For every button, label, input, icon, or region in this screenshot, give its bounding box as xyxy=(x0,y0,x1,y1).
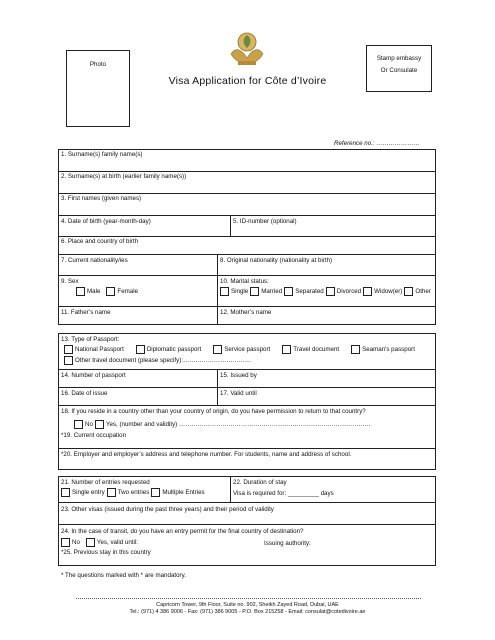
multiple-entries-option[interactable]: Multiple Entries xyxy=(151,488,204,497)
field-13-passport-type: 13. Type of Passport: xyxy=(61,336,120,343)
seamans-passport-checkbox[interactable] xyxy=(351,345,360,354)
passport-diplomatic-option[interactable]: Diplomatic passport xyxy=(136,345,201,354)
national-passport-checkbox[interactable] xyxy=(64,345,73,354)
field-18-options xyxy=(74,420,371,429)
female-checkbox[interactable] xyxy=(106,287,115,296)
service-passport-checkbox[interactable] xyxy=(213,345,222,354)
field-23-other-visas[interactable]: 23. Other visas (issued during the past three years) and their period of validity xyxy=(61,506,274,513)
field-18-yes-checkbox[interactable] xyxy=(95,420,104,429)
other-checkbox[interactable] xyxy=(404,287,413,296)
field-9-sex: 9. Sex xyxy=(61,278,79,285)
field-18-no-option[interactable]: No xyxy=(74,420,93,429)
field-15-issued-by[interactable]: 15. Issued by xyxy=(220,372,257,379)
page-title: Visa Application for Côte d’Ivoire xyxy=(168,75,327,87)
diplomatic-passport-checkbox[interactable] xyxy=(136,345,145,354)
passport-type-options xyxy=(64,345,415,354)
passport-service-option[interactable]: Service passport xyxy=(213,345,270,354)
marital-status-options xyxy=(220,287,431,296)
field-19-current-occupation[interactable]: *19. Current occupation xyxy=(61,432,127,439)
marital-other-option[interactable]: Other xyxy=(404,287,430,296)
sex-male-option[interactable]: Male xyxy=(76,287,100,296)
field-12-mothers-name[interactable]: 12. Mother’s name xyxy=(220,309,272,316)
field-25-previous-stay[interactable]: *25. Previous stay in this country xyxy=(61,549,151,556)
field-22-duration: 22. Duration of stay xyxy=(233,479,287,486)
field-2-surname-at-birth[interactable]: 2. Surname(s) at birth (earlier family name(s)) xyxy=(61,173,187,180)
single-checkbox[interactable] xyxy=(220,287,229,296)
two-entries-option[interactable]: Two entries xyxy=(107,488,150,497)
field-24-yes-option[interactable]: Yes, valid until: xyxy=(86,538,138,547)
field-11-fathers-name[interactable]: 11. Father’s name xyxy=(61,309,111,316)
footer-divider xyxy=(76,598,421,599)
coat-of-arms-emblem xyxy=(226,28,268,70)
field-4-date-of-birth[interactable]: 4. Date of birth (year-month-day) xyxy=(61,218,151,225)
stamp-box xyxy=(366,45,432,92)
field-5-id-number[interactable]: 5. ID-number (optional) xyxy=(233,218,297,225)
field-24-transit: 24. In the case of transit, do you have an entry permit for the final country of destination? xyxy=(61,528,304,535)
field-10-marital-status: 10. Marital status: xyxy=(220,278,269,285)
field-24-no-checkbox[interactable] xyxy=(61,538,70,547)
footer-address: Capricorn Tower, 9th Floor, Suite no. 902, Sheikh Zayed Road, Dubai, UAE xyxy=(156,602,339,608)
field-14-passport-number[interactable]: 14. Number of passport xyxy=(61,372,126,379)
field-16-date-of-issue[interactable]: 16. Date of issue xyxy=(61,390,108,397)
divorced-checkbox[interactable] xyxy=(326,287,335,296)
marital-separated-option[interactable]: Separated xyxy=(284,287,324,296)
field-24-options xyxy=(61,538,138,547)
travel-document-checkbox[interactable] xyxy=(282,345,291,354)
passport-travel-option[interactable]: Travel document xyxy=(282,345,339,354)
single-entry-option[interactable]: Single entry xyxy=(61,488,105,497)
passport-seaman-option[interactable]: Seaman's passport xyxy=(351,345,415,354)
widow-checkbox[interactable] xyxy=(363,287,372,296)
multiple-entries-checkbox[interactable] xyxy=(151,488,160,497)
photo-box xyxy=(66,50,130,127)
field-22-days-input[interactable]: Visa is required for: _________ days xyxy=(233,490,334,497)
marital-single-option[interactable]: Single xyxy=(220,287,248,296)
married-checkbox[interactable] xyxy=(250,287,259,296)
stamp-label-line2: Or Consulate xyxy=(380,67,418,74)
mandatory-note: * The questions marked with * are mandatory. xyxy=(61,572,186,579)
field-21-entries: 21. Number of entries requested xyxy=(61,479,150,486)
field-24-issuing-authority[interactable]: Issuing authority: xyxy=(264,540,311,547)
field-3-first-names[interactable]: 3. First names (given names) xyxy=(61,195,142,202)
separated-checkbox[interactable] xyxy=(284,287,293,296)
field-6-place-of-birth[interactable]: 6. Place and country of birth xyxy=(61,238,139,245)
stamp-label-line1: Stamp embassy xyxy=(376,55,422,62)
photo-label: Photo xyxy=(89,61,107,68)
passport-other-option[interactable]: Other travel document (please specify):…………………………… xyxy=(64,356,251,365)
footer-contacts: Tel.: (971) 4 386 9006 - Fax: (971) 386 9005 - P.O. Box 215258 - Email: consulat@cotedivoire.ae xyxy=(129,609,366,615)
sex-female-option[interactable]: Female xyxy=(106,287,138,296)
single-entry-checkbox[interactable] xyxy=(61,488,70,497)
field-18-no-checkbox[interactable] xyxy=(74,420,83,429)
field-18-residence-permission: 18. If you reside in a country other than your country of origin, do you have permission to return to that country? xyxy=(61,408,366,415)
field-24-yes-checkbox[interactable] xyxy=(86,538,95,547)
field-18-yes-option[interactable]: Yes, (number and validity) ………………………………………………………………………………… xyxy=(95,420,371,429)
field-17-valid-until[interactable]: 17. Valid until xyxy=(220,390,257,397)
field-1-surname[interactable]: 1. Surname(s) family name(s) xyxy=(61,151,143,158)
marital-divorced-option[interactable]: Divorced xyxy=(326,287,361,296)
passport-other-row xyxy=(64,356,257,365)
field-20-employer[interactable]: *20. Employer and employer’s address and telephone number. For students, name and address of school. xyxy=(61,451,352,458)
passport-national-option[interactable]: National Passport xyxy=(64,345,124,354)
field-7-current-nationality[interactable]: 7. Current nationality/ies xyxy=(61,257,128,264)
reference-number[interactable]: Reference no.: ………………… xyxy=(334,140,420,147)
other-travel-document-checkbox[interactable] xyxy=(64,356,73,365)
two-entries-checkbox[interactable] xyxy=(107,488,116,497)
field-8-original-nationality[interactable]: 8. Original nationality (nationality at birth) xyxy=(220,257,333,264)
field-24-no-option[interactable]: No xyxy=(61,538,80,547)
marital-widow-option[interactable]: Widow(er) xyxy=(363,287,402,296)
sex-options xyxy=(76,287,144,296)
marital-married-option[interactable]: Married xyxy=(250,287,282,296)
male-checkbox[interactable] xyxy=(76,287,85,296)
entries-options xyxy=(61,488,205,497)
